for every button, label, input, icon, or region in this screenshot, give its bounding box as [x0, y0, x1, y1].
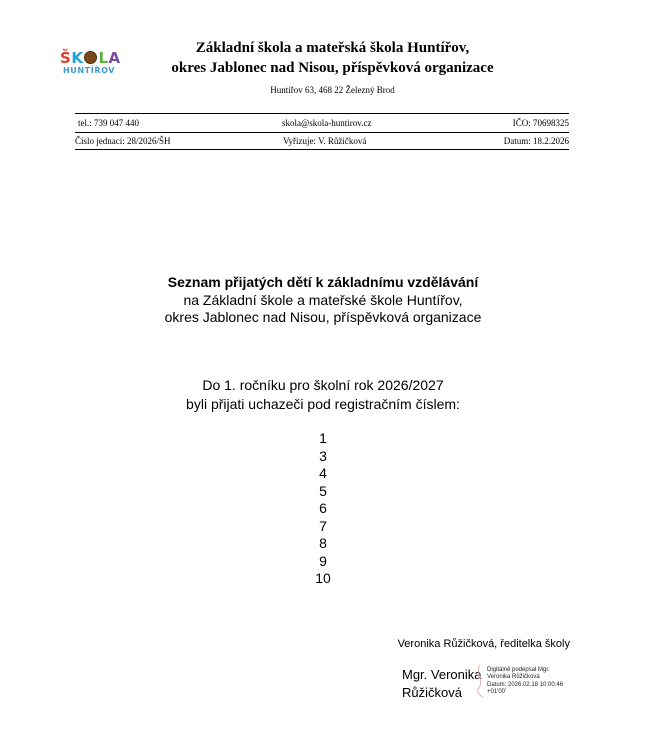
school-name-line2: okres Jablonec nad Nisou, příspěvková organizace — [171, 60, 494, 76]
email-address[interactable]: skola@skola-huntirov.cz — [282, 118, 372, 128]
document-subheading-line2: okres Jablonec nad Nisou, příspěvková organizace — [164, 309, 482, 325]
registration-number: 7 — [319, 517, 327, 534]
admission-statement: byli přijati uchazeči pod registračním číslem: — [186, 396, 460, 412]
header-divider-bottom — [75, 149, 569, 150]
school-logo — [60, 50, 122, 80]
registration-number: 5 — [319, 482, 327, 499]
signature-detail: Veronika Růžičková — [487, 674, 540, 681]
signer-name-title: Veronika Růžičková, ředitelka školy — [397, 638, 570, 650]
logo-subtitle: HUNTÍŘOV — [63, 66, 116, 75]
header-divider-middle — [75, 132, 569, 133]
grade-statement: Do 1. ročníku pro školní rok 2026/2027 — [202, 377, 444, 393]
signature-name-line2: Růžičková — [402, 685, 462, 700]
signature-detail: Datum: 2026.02.18 10:00:46 — [487, 681, 564, 688]
registration-number: 8 — [319, 535, 327, 551]
document-date: Datum: 18.2.2026 — [503, 136, 569, 146]
phone-number: tel.: 739 047 440 — [78, 118, 139, 128]
header-divider-top — [75, 113, 569, 114]
signature-detail: Digitálně podepsal Mgr. — [487, 667, 550, 673]
registration-number: 4 — [319, 465, 327, 481]
signature-name-line1: Mgr. Veronika — [402, 667, 482, 682]
signature-detail: +01'00' — [487, 688, 507, 695]
school-address: Huntířov 63, 468 22 Železný Brod — [270, 85, 395, 95]
registration-number: 1 — [319, 430, 327, 446]
registration-number: 3 — [319, 447, 327, 464]
registration-number-list — [298, 430, 348, 588]
signature-mark-icon — [472, 663, 488, 699]
digital-signature-name — [402, 666, 482, 702]
document-heading: Seznam přijatých dětí k základnímu vzdělávání — [167, 274, 479, 290]
registration-number: 9 — [319, 552, 327, 569]
handled-by: Vyřizuje: V. Růžičková — [283, 136, 367, 146]
registration-number: 6 — [319, 500, 327, 516]
document-subheading-line1: na Základní škole a mateřské škole Huntířov, — [183, 292, 463, 308]
reference-number: Číslo jednací: 28/2026/ŠH — [75, 136, 171, 146]
acorn-icon — [84, 51, 97, 64]
digital-signature-details — [487, 667, 563, 696]
school-name-line1: Základní škola a mateřská škola Huntířov, — [195, 40, 470, 56]
registration-number: 10 — [315, 570, 331, 586]
company-id: IČO: 70698325 — [512, 118, 569, 128]
logo-wordmark: ŠK LA — [60, 49, 121, 67]
